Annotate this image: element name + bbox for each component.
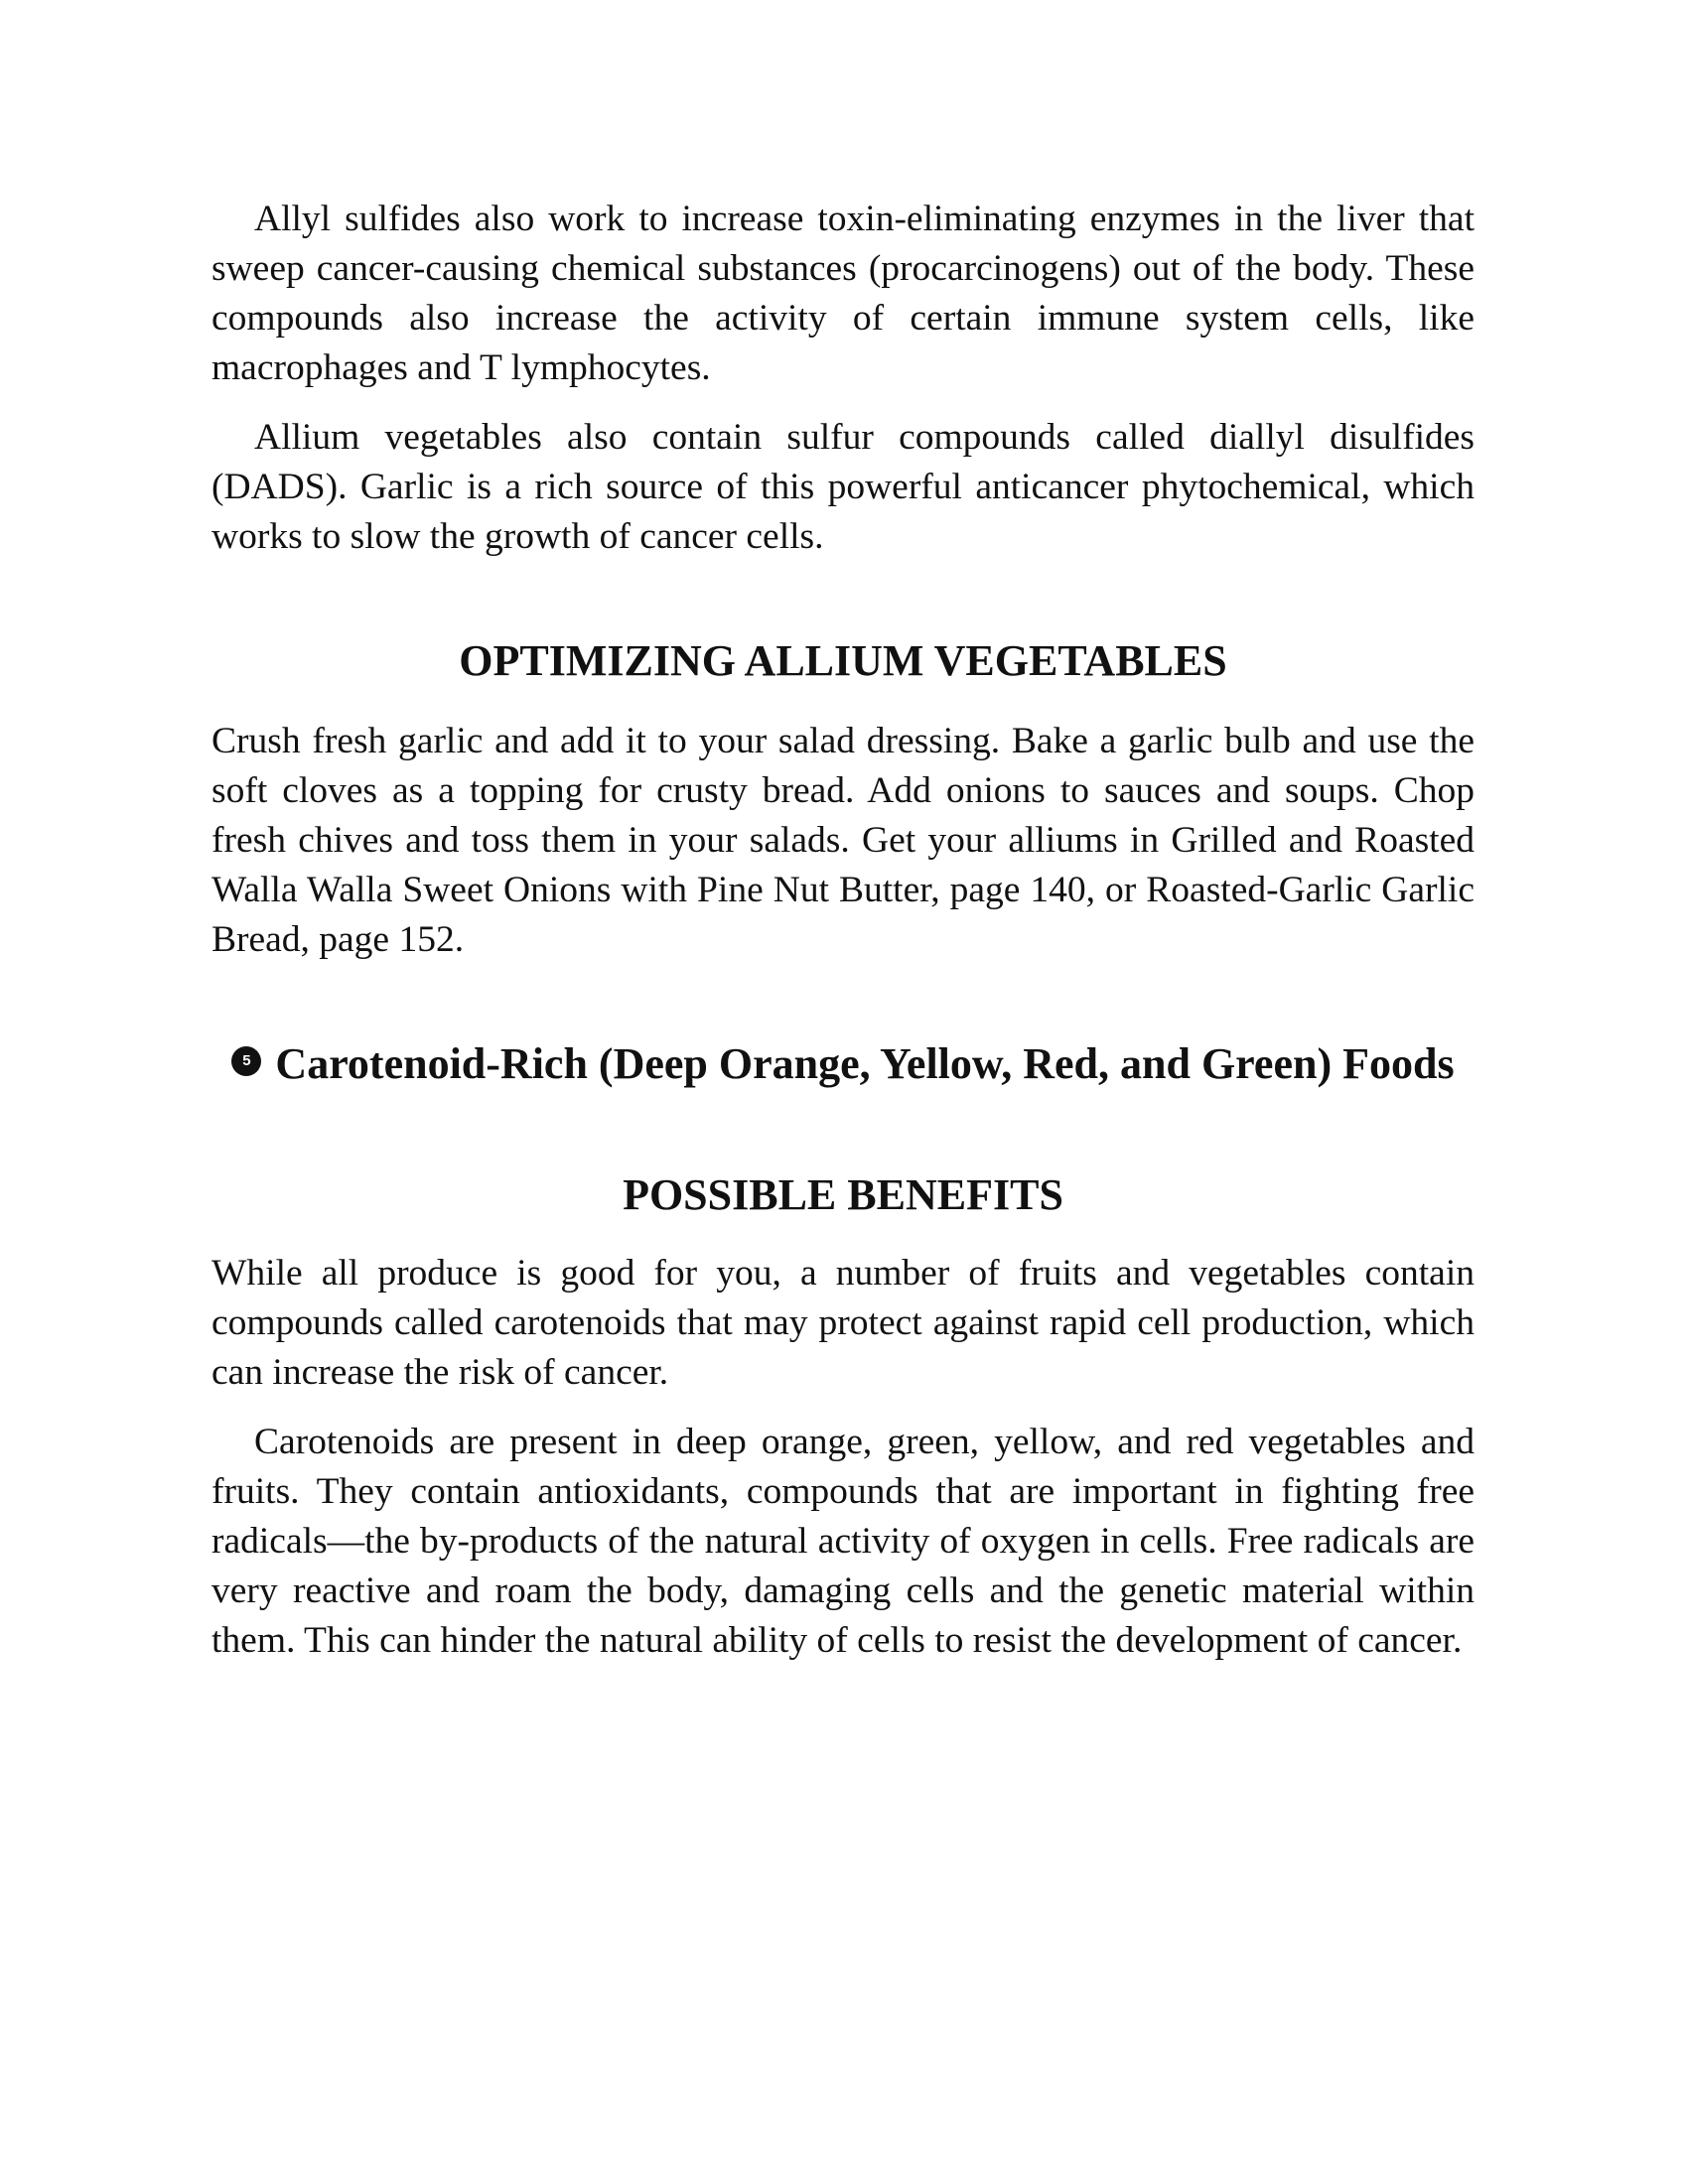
numbered-bullet-icon [231,1046,261,1076]
page-content [211,195,1475,1666]
paragraph-diallyl-disulfides: Allium vegetables also contain sulfur compounds called diallyl disulfides (DADS). Garlic is a rich source of this powerful anticancer phytochemical, which works to slow the growth of cancer cells. [211,417,1475,557]
paragraph-benefits-intro: While all produce is good for you, a number of fruits and vegetables contain compounds called carotenoids that may protect against rapid cell production, which can increase the risk of cancer. [211,1253,1475,1393]
food-group-title: Carotenoid-Rich (Deep Orange, Yellow, Red, and Green) Foods [275,1039,1455,1088]
paragraph-optimizing-allium: Crush fresh garlic and add it to your salad dressing. Bake a garlic bulb and use the soft cloves as a topping for crusty bread. Add onions to sauces and soups. Chop fresh chives and toss them in your salads. Get your alliums in Grilled and Roasted Walla Walla Sweet Onions with Pine Nut Butter, page 140, or Roasted-Garlic Garlic Bread, page 152. [211,721,1475,960]
heading-optimizing-allium: OPTIMIZING ALLIUM VEGETABLES [459,636,1227,685]
paragraph-carotenoids: Carotenoids are present in deep orange, green, yellow, and red vegetables and fruits. They contain antioxidants, compounds that are important in fighting free radicals—the by-products of the natural activity of oxygen in cells. Free radicals are very reactive and roam the body, damaging cells and the genetic material within them. This can hinder the natural ability of cells to resist the development of cancer. [211,1422,1475,1661]
bullet-number: 5 [242,1052,251,1069]
food-group-heading [211,1036,1475,1092]
heading-possible-benefits: POSSIBLE BENEFITS [623,1170,1063,1219]
paragraph-allyl-sulfides: Allyl sulfides also work to increase toxin-eliminating enzymes in the liver that sweep cancer-causing chemical substances (procarcinogens) out of the body. These compounds also increase the activity of certain immune system cells, like macrophages and T lymphocytes. [211,199,1475,388]
